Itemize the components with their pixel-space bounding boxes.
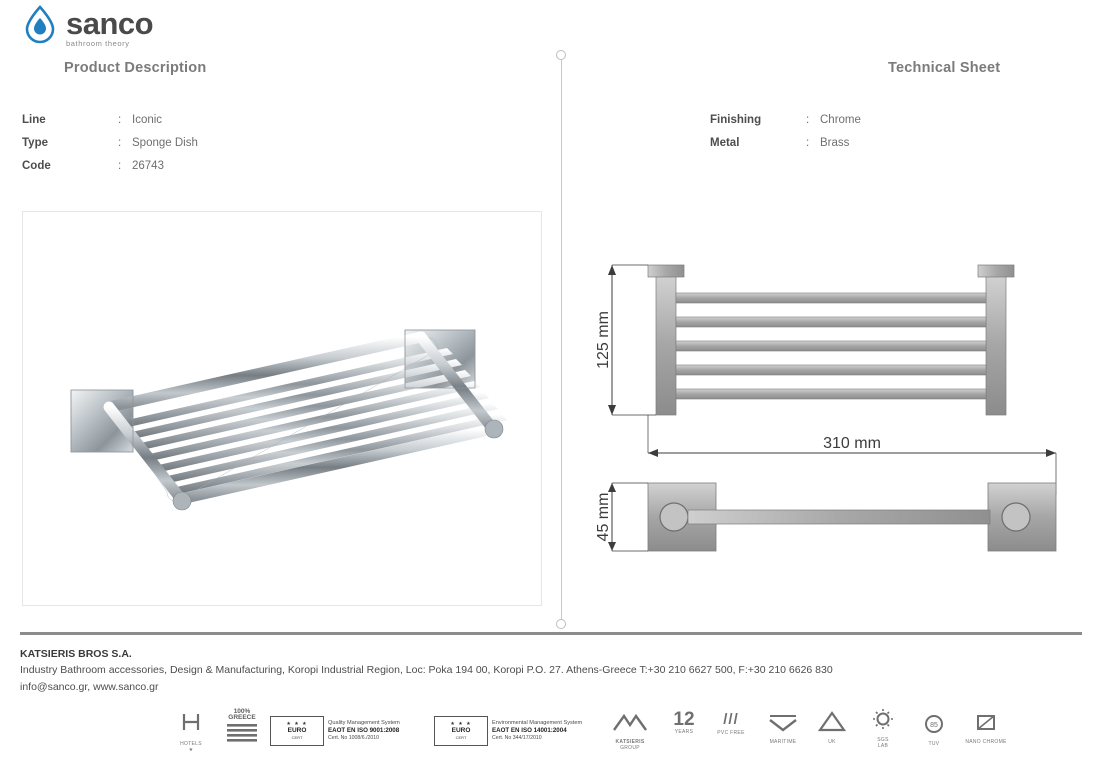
cert-line3: Cert. No 1008/6./2010 [328,735,380,742]
product-spec-table [22,114,198,183]
brand-logo [20,4,153,48]
depth-dimension-label: 45 mm [595,492,612,542]
cert-sub: UK [828,739,836,745]
spec-row [710,137,861,149]
cert-katsieris-group-badge [604,712,656,751]
eurocert-name: EURO [287,727,307,735]
cert-pvc-free-badge [710,712,752,736]
spec-colon: : [118,137,122,149]
cert-made-in-greece-badge [220,708,264,749]
eurocert-sub: CERT [455,734,467,740]
cert-label: SGS [877,737,889,743]
eurocert-name: EURO [451,727,471,735]
cert-sub: PVC FREE [717,730,745,736]
product-description-heading: Product Description [64,60,207,76]
footer-address: Industry Bathroom accessories, Design & Manufacturing, Koropi Industrial Region, Loc: Poka 194 00, Koropi P.O. 27. Athens-Greece T:+30 210 6627 500, F:+30 210 6626 830 [20,664,833,677]
svg-text:85: 85 [930,722,938,729]
spec-row [22,114,198,126]
cert-12-years-badge [664,710,704,735]
spec-row [710,114,861,126]
spec-value: Chrome [820,114,861,126]
brand-tagline: bathroom theory [66,39,130,48]
spec-value: Iconic [132,114,163,126]
cert-sgs-lab-badge [860,708,906,749]
cert-line3: Cert. No 344/17/2010 [492,735,542,742]
sanco-droplet-icon [20,4,60,44]
cert-line1: Environmental Management System [492,720,583,727]
cert-eurocert-quality-badge [270,716,400,746]
technical-drawing [590,240,1080,585]
cert-sub: GREECE [228,714,256,721]
cert-line2: EAOT EN ISO 9001:2008 [328,727,400,735]
divider-dot-top [556,50,566,60]
cert-maritime-badge [760,712,806,745]
cert-sub: ★ [188,747,194,753]
brand-name: sanco [66,6,154,41]
eurocert-sub: CERT [291,734,303,740]
cert-iso-badge [914,714,954,747]
spec-row [22,137,198,149]
spec-colon: : [806,137,810,149]
cert-line1: Quality Management System [328,720,400,727]
technical-sheet-heading: Technical Sheet [888,60,1001,76]
eurocert-logo [434,716,488,746]
vertical-divider [561,55,562,625]
divider-dot-bottom [556,619,566,629]
certification-row [172,708,1012,763]
width-dimension-label: 310 mm [823,435,881,452]
footer-contact: info@sanco.gr, www.sanco.gr [20,680,159,693]
spec-value: 26743 [132,160,164,172]
technical-spec-table [710,114,861,160]
cert-eurocert-environmental-badge [434,716,582,746]
spec-colon: : [806,114,810,126]
cert-sub: TUV [928,741,940,747]
cert-sub: GROUP [620,745,640,751]
cert-line2: EAOT EN ISO 14001:2004 [492,727,567,735]
cert-label: HOTELS [180,741,202,747]
footer-block [20,646,833,695]
spec-value: Sponge Dish [132,137,198,149]
eurocert-logo [270,716,324,746]
cert-label: 100% [233,708,251,715]
product-photo-panel [22,211,542,606]
spec-colon: : [118,160,122,172]
eurocert-stars: ★ ★ ★ [286,721,308,728]
cert-hotels-badge [172,710,210,753]
cert-sub: YEARS [674,729,694,735]
spec-row [22,160,198,172]
footer-company: KATSIERIS BROS S.A. [20,648,132,660]
cert-sub: MARITIME [769,739,797,745]
product-photo [23,212,541,605]
footer-divider [20,632,1082,635]
spec-key: Finishing [710,114,762,126]
cert-uk-badge [812,710,852,745]
spec-colon: : [118,114,122,126]
cert-label: /// [723,711,739,728]
cert-sub: NANO CHROME [965,739,1007,745]
height-dimension-label: 125 mm [595,311,612,369]
spec-value: Brass [820,137,850,149]
cert-label: KATSIERIS [615,739,645,745]
spec-key: Type [22,137,48,149]
spec-key: Metal [710,137,740,149]
cert-nano-badge [962,712,1010,745]
spec-key: Line [22,114,46,126]
cert-label: 12 [673,709,695,730]
cert-sub: LAB [877,743,889,749]
eurocert-stars: ★ ★ ★ [450,721,472,728]
spec-key: Code [22,160,51,172]
